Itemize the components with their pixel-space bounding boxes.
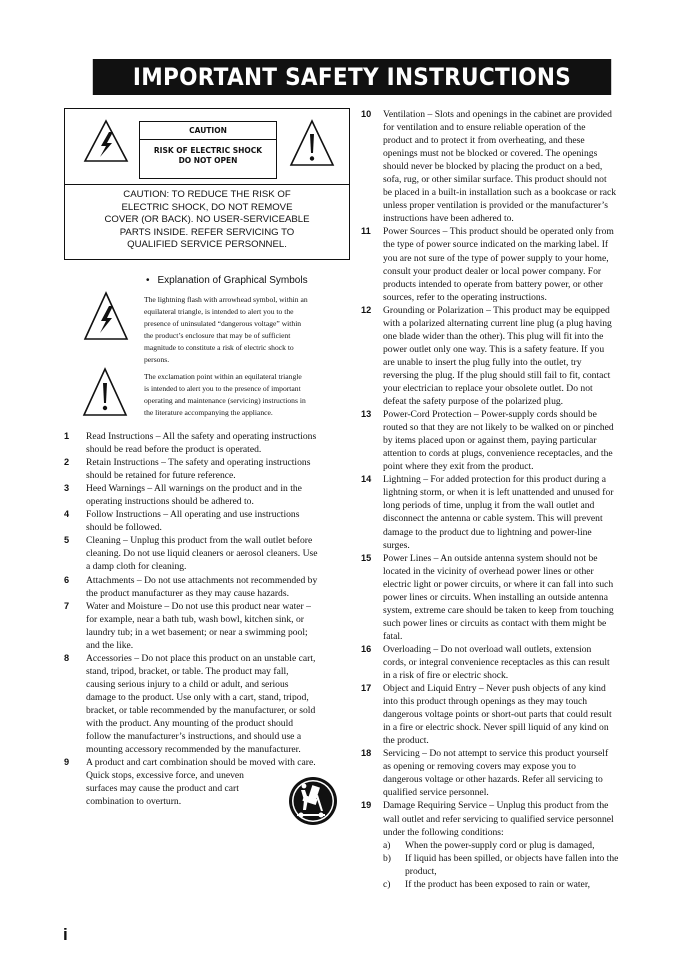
item-text-line: attention to cords at plugs, convenience receptacles, and the — [383, 448, 613, 460]
item-text-line: Water and Moisture – Do not use this product near water – — [86, 600, 311, 612]
item-number: 14 — [361, 474, 372, 485]
condition-label: a) — [383, 839, 391, 851]
text-line: The exclamation point within an equilateral triangle — [144, 372, 302, 381]
caution-heading: CAUTION — [140, 122, 276, 140]
item-text-line: for example, near a bath tub, wash bowl, kitchen sink, or — [86, 613, 304, 625]
instruction-item — [361, 643, 641, 682]
instruction-item — [361, 682, 641, 747]
item-text-line: Power-Cord Protection – Power-supply cords should be — [383, 409, 597, 421]
item-text-line: combination to overturn. — [86, 796, 182, 808]
item-text-line: Cleaning – Unplug this product from the wall outlet before — [86, 535, 313, 547]
item-text-line: Object and Liquid Entry – Never push objects of any kind — [383, 683, 606, 695]
item-text-line: operating instructions should be adhered to. — [86, 496, 254, 508]
item-text-line: Quick stops, excessive force, and uneven — [86, 770, 244, 782]
item-text-line: long periods of time, unplug it from the wall outlet and — [383, 500, 595, 512]
item-text-line: bracket, or table recommended by the manufacturer, or sold — [86, 704, 316, 716]
instruction-item — [64, 574, 346, 600]
item-text-line: should be followed. — [86, 522, 162, 534]
item-number: 18 — [361, 748, 372, 759]
item-text-line: follow the manufacturer’s instructions, and should use a — [86, 731, 302, 743]
caution-label-area — [65, 109, 349, 185]
warning-line: COVER (OR BACK). NO USER-SERVICEABLE — [104, 214, 310, 225]
item-number: 12 — [361, 304, 372, 315]
item-text-line: lightning storm, or when it is left unattended and unused for — [383, 487, 614, 499]
text-line: the product’s enclosure that may be of sufficient — [144, 331, 291, 340]
item-text-line: with a polarized alternating current line plug (a plug having — [383, 317, 612, 329]
condition-list — [383, 839, 641, 891]
warning-line: PARTS INSIDE. REFER SERVICING TO — [119, 226, 295, 238]
item-text-line: the product. — [383, 735, 429, 747]
item-text-line: Attachments – Do not use attachments not recommended by — [86, 574, 318, 586]
item-number: 17 — [361, 683, 372, 694]
item-text-line: should be read before the product is operated. — [86, 444, 262, 456]
condition-text-line: If the product has been exposed to rain or water, — [405, 878, 591, 890]
instruction-item — [64, 508, 346, 534]
item-text-line: stand, tripod, bracket, or table. The product may fall, — [86, 665, 289, 677]
instruction-item — [361, 473, 641, 551]
item-text-line: for ventilation and to ensure reliable operation of the — [383, 122, 586, 134]
item-text-line: wall outlet and refer servicing to qualified service personnel — [383, 813, 614, 825]
item-text-line: you are not sure of the type of power supply to your home, — [383, 252, 609, 264]
item-number: 2 — [64, 457, 70, 468]
item-number: 19 — [361, 800, 372, 811]
item-number: 5 — [64, 535, 70, 546]
item-text-line: Follow Instructions – All operating and use instructions — [86, 509, 300, 521]
lightning-explanation — [144, 294, 349, 366]
item-text-line: laundry tub; in a wet basement; or near a swimming pool; — [86, 626, 308, 638]
item-text-line: under the following conditions: — [383, 826, 504, 838]
item-number: 7 — [64, 600, 70, 611]
item-number: 15 — [361, 552, 372, 563]
instruction-item — [361, 799, 641, 890]
item-text-line: damage to the product. Use only with a cart, stand, tripod, — [86, 691, 309, 703]
instruction-item — [64, 652, 346, 756]
item-text-line: product and to protect it from overheating, and these — [383, 135, 585, 147]
text-line: operating and maintenance (servicing) instructions in — [144, 396, 306, 405]
text-line: The lightning flash with arrowhead symbol, within an — [144, 295, 308, 304]
item-text-line: causing serious injury to a child or adult, and serious — [86, 678, 289, 690]
item-text-line: Servicing – Do not attempt to service this product yourself — [383, 748, 609, 760]
instruction-item — [64, 600, 346, 652]
risk-line: RISK OF ELECTRIC SHOCK — [153, 146, 263, 155]
right-instruction-list — [361, 108, 641, 891]
exclamation-symbol-icon — [82, 367, 128, 417]
text-line: presence of uninsulated “dangerous voltage” within — [144, 319, 302, 328]
bullet-icon: • — [146, 275, 150, 286]
page-number: i — [63, 925, 68, 944]
explanation-heading — [146, 275, 308, 286]
caution-label — [139, 121, 277, 179]
item-text-line: routed so that they are not likely to be walked on or pinched — [383, 422, 614, 434]
item-text-line: point where they exit from the product. — [383, 461, 534, 473]
warning-line: CAUTION: TO REDUCE THE RISK OF — [123, 189, 291, 200]
condition-text-line: If liquid has been spilled, or objects have fallen into the — [405, 852, 619, 864]
warning-line: ELECTRIC SHOCK, DO NOT REMOVE — [121, 201, 293, 213]
item-text-line: by items placed upon or against them, paying particular — [383, 435, 597, 447]
item-text-line: openings must not be blocked or covered. The openings — [383, 148, 598, 160]
instruction-item — [361, 108, 641, 225]
item-text-line: surfaces may cause the product and cart — [86, 783, 239, 795]
item-text-line: damage to the product due to lightning and power-line — [383, 526, 592, 538]
left-instruction-list — [64, 430, 346, 808]
item-text-line: with the product. Any mounting of the product should — [86, 718, 294, 730]
condition-label: c) — [383, 878, 391, 890]
exclamation-warning-icon — [289, 119, 335, 167]
item-text-line: consult your product dealer or local power company. For — [383, 265, 602, 277]
item-text-line: cleaning. Do not use liquid cleaners or aerosol cleaners. Use — [86, 548, 318, 560]
item-text-line: the type of power source indicated on the marking label. If — [383, 239, 609, 251]
condition-label: b) — [383, 852, 391, 864]
risk-text — [140, 140, 276, 166]
text-line: equilateral triangle, is intended to alert you to the — [144, 307, 294, 316]
item-text-line: A product and cart combination should be moved with care. — [86, 757, 316, 769]
item-text-line: defeat the safety purpose of the polarized plug. — [383, 396, 564, 408]
item-text-line: such power lines or circuits as contact with them might be — [383, 617, 607, 629]
item-text-line: in a fire or electric shock. Never spill liquid of any kind on — [383, 722, 609, 734]
item-text-line: Retain Instructions – The safety and operating instructions — [86, 457, 311, 469]
lightning-symbol-icon — [83, 291, 129, 341]
item-number: 10 — [361, 109, 372, 119]
instruction-item — [64, 430, 346, 456]
instruction-item — [361, 225, 641, 303]
item-text-line: electric light or power circuits, or where it can fall into such — [383, 578, 614, 590]
item-text-line: into this product through openings as they may touch — [383, 696, 588, 708]
warning-line: QUALIFIED SERVICE PERSONNEL. — [127, 239, 287, 250]
item-text-line: sofa, rug, or other similar surface. This product should not — [383, 174, 607, 186]
caution-box — [64, 108, 350, 260]
condition-item — [383, 839, 641, 852]
instruction-item — [361, 747, 641, 799]
item-text-line: Damage Requiring Service – Unplug this product from the — [383, 800, 609, 812]
item-number: 3 — [64, 483, 70, 494]
instruction-item — [64, 482, 346, 508]
risk-line: DO NOT OPEN — [178, 156, 238, 165]
text-line: the literature accompanying the appliance. — [144, 408, 273, 417]
item-text-line: and the like. — [86, 639, 134, 651]
item-text-line: system, extreme care should be taken to keep from touching — [383, 604, 614, 616]
lightning-warning-icon — [83, 119, 129, 163]
instruction-item — [64, 534, 346, 573]
item-number: 8 — [64, 652, 70, 663]
item-number: 1 — [64, 431, 70, 441]
item-text-line: unless proper ventilation is provided or the manufacturer’s — [383, 200, 608, 212]
item-text-line: qualified service personnel. — [383, 787, 489, 799]
cart-warning-icon — [288, 775, 338, 827]
item-text-line: your electrician to replace your obsolete outlet. Do not — [383, 382, 593, 394]
item-text-line: reversing the plug. If the plug should still fail to fit, contact — [383, 369, 611, 381]
explanation-heading-text: Explanation of Graphical Symbols — [157, 275, 308, 286]
item-text-line: in a risk of fire or electric shock. — [383, 670, 509, 682]
item-text-line: dangerous voltage or other hazards. Refer all servicing to — [383, 774, 603, 786]
item-text-line: Overloading – Do not overload wall outlets, extension — [383, 643, 592, 655]
item-text-line: disconnect the antenna or cable system. This will prevent — [383, 513, 603, 525]
item-text-line: should never be blocked by placing the product on a bed, — [383, 161, 603, 173]
item-number: 4 — [64, 509, 70, 520]
item-number: 13 — [361, 409, 372, 420]
item-text-line: power outlet only one way. This is a safety feature. If you — [383, 343, 605, 355]
instruction-item — [361, 408, 641, 473]
text-line: persons. — [144, 355, 170, 364]
item-text-line: Ventilation – Slots and openings in the cabinet are provided — [383, 109, 612, 120]
condition-text-line: product, — [405, 865, 437, 877]
item-text-line: fatal. — [383, 630, 403, 642]
instruction-item — [64, 456, 346, 482]
item-number: 6 — [64, 574, 70, 585]
item-text-line: instructions have been adhered to. — [383, 213, 514, 225]
item-text-line: Accessories – Do not place this product on an unstable cart, — [86, 652, 316, 664]
item-text-line: sources, refer to the operating instructions. — [383, 291, 547, 303]
item-text-line: Grounding or Polarization – This product may be equipped — [383, 304, 610, 316]
item-text-line: are unable to insert the plug fully into the outlet, try — [383, 356, 582, 368]
text-line: is intended to alert you to the presence of important — [144, 384, 301, 393]
item-text-line: the product manufacturer as they may cause hazards. — [86, 587, 289, 599]
item-text-line: Read Instructions – All the safety and operating instructions — [86, 431, 317, 442]
item-text-line: Lightning – For added protection for this product during a — [383, 474, 607, 486]
item-text-line: dangerous voltage points or short-out parts that could result — [383, 709, 612, 721]
item-text-line: Power Lines – An outside antenna system should not be — [383, 552, 598, 564]
instruction-item — [361, 552, 641, 643]
item-number: 11 — [361, 226, 371, 237]
exclamation-explanation — [144, 371, 349, 419]
condition-item — [383, 852, 641, 878]
item-text-line: surges. — [383, 539, 410, 551]
item-text-line: power lines or circuits. When installing an outside antenna — [383, 591, 608, 603]
item-number: 9 — [64, 757, 70, 768]
item-number: 16 — [361, 643, 372, 654]
instruction-item — [361, 304, 641, 408]
item-text-line: should be retained for future reference. — [86, 470, 236, 482]
item-text-line: be placed in a built-in installation such as a bookcase or rack — [383, 187, 617, 199]
item-text-line: a damp cloth for cleaning. — [86, 561, 187, 573]
condition-text-line: When the power-supply cord or plug is damaged, — [405, 839, 595, 851]
item-text-line: Heed Warnings – All warnings on the product and in the — [86, 483, 302, 495]
item-text-line: products intended to operate from battery power, or other — [383, 278, 603, 290]
item-text-line: as opening or removing covers may expose you to — [383, 761, 576, 773]
item-text-line: one blade wider than the other). This plug will fit into the — [383, 330, 604, 342]
page-title: IMPORTANT SAFETY INSTRUCTIONS — [93, 59, 611, 95]
condition-item — [383, 878, 641, 891]
item-text-line: mounting accessory recommended by the manufacturer. — [86, 744, 301, 756]
item-text-line: cords, or integral convenience receptacles as this can result — [383, 656, 610, 668]
item-text-line: located in the vicinity of overhead power lines or other — [383, 565, 594, 577]
caution-warning-text — [65, 189, 349, 252]
text-line: magnitude to constitute a risk of electric shock to — [144, 343, 294, 352]
item-text-line: Power Sources – This product should be operated only from — [383, 226, 614, 238]
